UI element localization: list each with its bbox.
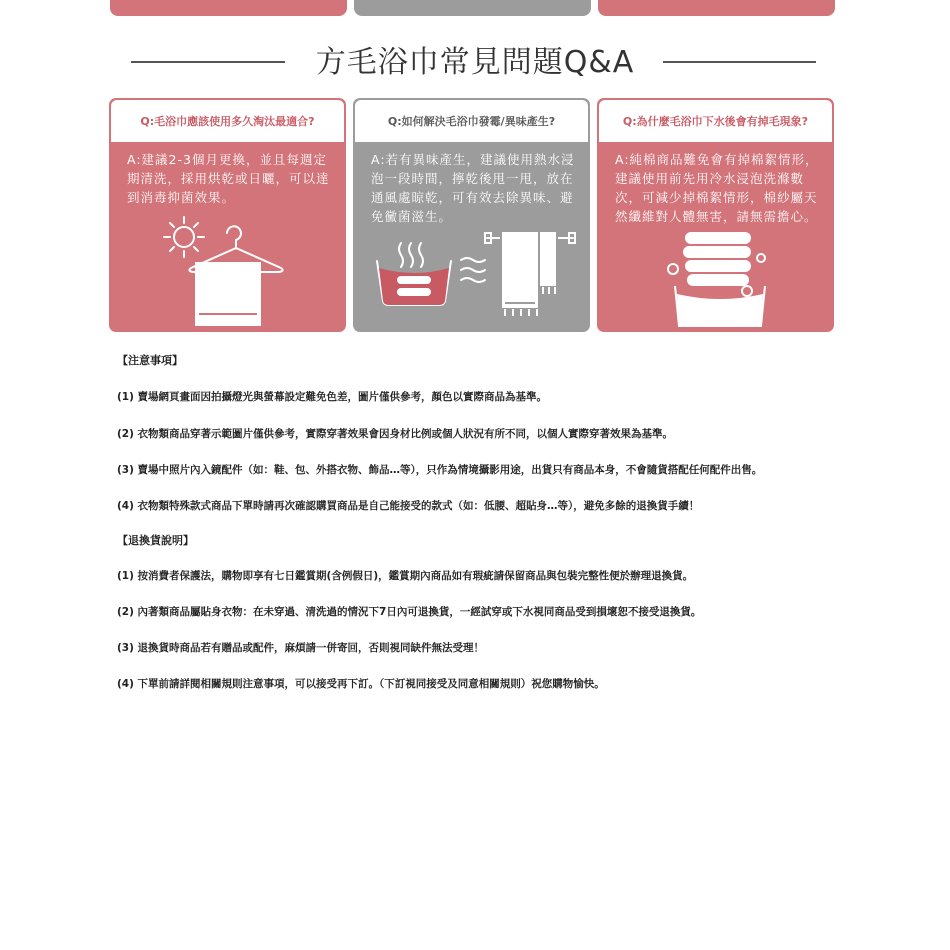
returns-heading: 【退換貨說明】 xyxy=(117,534,194,547)
returns-item: (3) 退換貨時商品若有贈品或配件，麻煩請一併寄回，否則視同缺件無法受理！ xyxy=(117,642,485,654)
top-card-fragment-right xyxy=(598,0,835,16)
title-divider-right xyxy=(663,61,816,63)
faq-card-replace xyxy=(109,98,346,332)
notice-item: (1) 賣場網頁畫面因拍攝燈光與螢幕設定難免色差，圖片僅供參考，顏色以實際商品為基準。 xyxy=(117,391,548,403)
notice-item: (3) 賣場中照片內入鏡配件（如：鞋、包、外搭衣物、飾品…等），只作為情境攝影用途，出貨只有商品本身，不會隨貨搭配任何配件出售。 xyxy=(117,464,763,476)
returns-item: (2) 內著類商品屬貼身衣物：在未穿過、清洗過的情況下7日內可退換貨，一經試穿或下水視同商品受到損壞恕不接受退換貨。 xyxy=(117,606,702,618)
faq-question: Q:為什麼毛浴巾下水後會有掉毛現象? xyxy=(599,100,832,142)
notice-heading: 【注意事項】 xyxy=(117,354,183,367)
title-row xyxy=(0,40,950,88)
faq-card-lint xyxy=(597,98,834,332)
notice-item: (2) 衣物類商品穿著示範圖片僅供參考，實際穿著效果會因身材比例或個人狀況有所不同，以個人實際穿著效果為基準。 xyxy=(117,428,674,440)
faq-card-odor xyxy=(353,98,590,332)
faq-answer: A:若有異味產生，建議使用熱水浸泡一段時間，擰乾後甩一甩，放在通風處晾乾，可有效去除異味、避免黴菌滋生。 xyxy=(371,152,575,224)
faq-answer: A:建議2-3個月更換，並且每週定期清洗，採用烘乾或日曬，可以達到消毒抑菌效果。 xyxy=(127,152,330,205)
top-card-fragment-middle xyxy=(354,0,591,16)
faq-answer: A:純棉商品難免會有掉棉絮情形，建議使用前先用冷水浸泡洗滌數次，可減少掉棉絮情形，棉紗屬天然纖維對人體無害，請無需擔心。 xyxy=(615,152,819,224)
page-title: 方毛浴巾常見問題Q&A xyxy=(315,45,635,80)
top-card-fragment-left xyxy=(110,0,347,16)
notice-item: (4) 衣物類特殊款式商品下單時請再次確認購買商品是自己能接受的款式（如：低腰、超貼身…等），避免多餘的退換貨手續！ xyxy=(117,500,700,512)
faq-question: Q:如何解決毛浴巾發霉/異味產生? xyxy=(355,100,588,142)
returns-item: (4) 下單前請詳閱相關規則注意事項，可以接受再下訂。（下訂視同接受及同意相關規則）祝您購物愉快。 xyxy=(117,678,605,690)
title-divider-left xyxy=(131,61,285,63)
returns-item: (1) 按消費者保護法，購物即享有七日鑑賞期(含例假日)，鑑賞期內商品如有瑕疵請保留商品與包裝完整性便於辦理退換貨。 xyxy=(117,570,694,582)
faq-question: Q:毛浴巾應該使用多久淘汰最適合? xyxy=(111,100,344,142)
